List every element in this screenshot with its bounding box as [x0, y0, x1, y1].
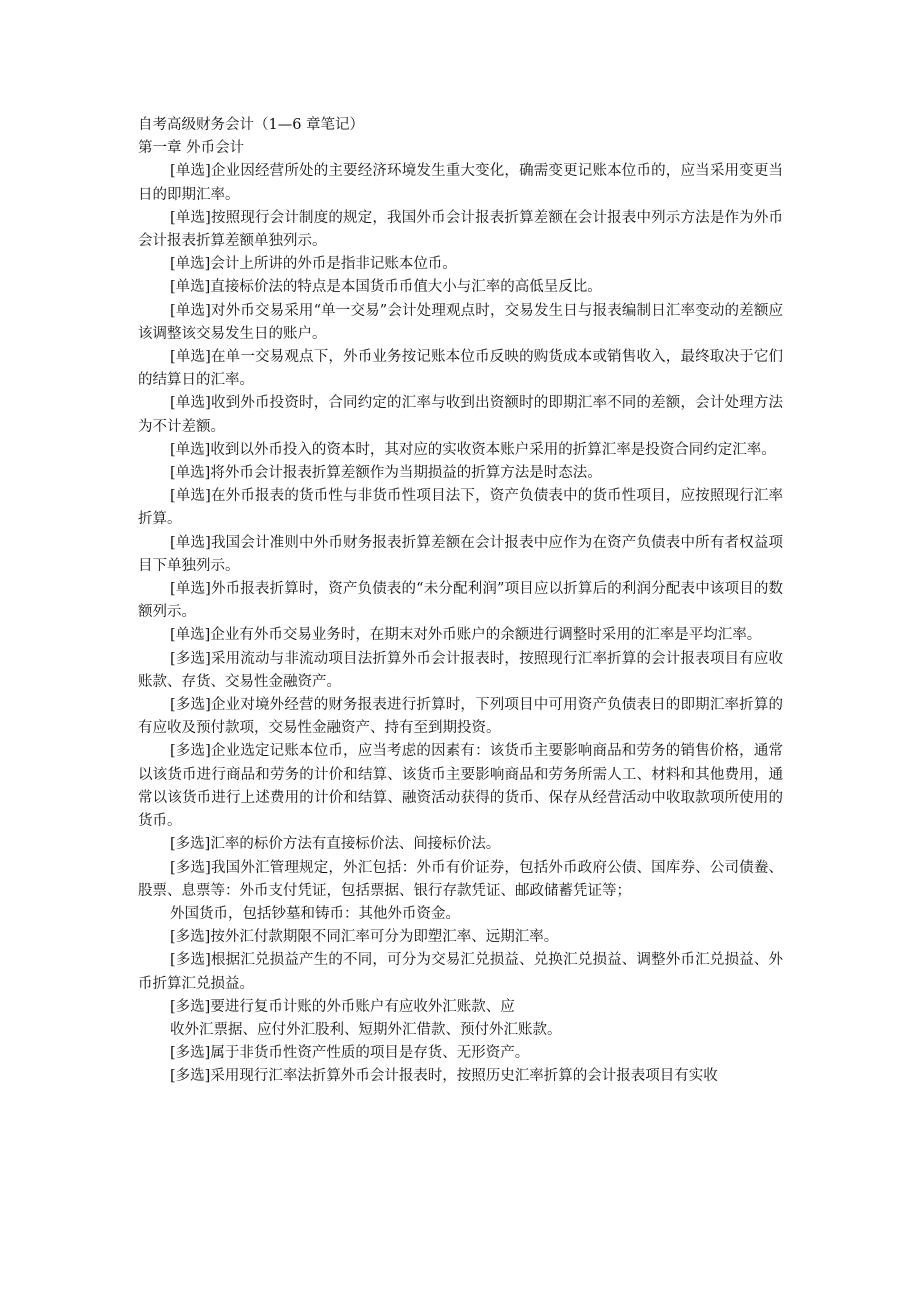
paragraph: [单选]直接标价法的特点是本国货币币值大小与汇率的高低呈反比。	[170, 279, 602, 296]
paragraph: [多选]属于非货币性资产性质的项目是存货、无形资产。	[170, 1045, 530, 1062]
paragraph: 收外汇票据、应付外汇股利、短期外汇借款、预付外汇账款。	[170, 1021, 562, 1038]
paragraph: [多选]采用流动与非流动项目法折算外币会计报表时，按照现行汇率折算的会计报表项目有应收账款、存货、交易性金融资产。	[138, 650, 783, 690]
document-page	[138, 114, 783, 1089]
paragraph: [单选]对外币交易采用“单一交易”会计处理观点时，交易发生日与报表编制日汇率变动的差额应该调整该交易发生日的账户。	[138, 302, 783, 342]
paragraph: [单选]我国会计准则中外币财务报表折算差额在会计报表中应作为在资产负债表中所有者权益项目下单独列示。	[138, 534, 783, 574]
paragraph: [单选]在外币报表的货币性与非货币性项目法下，资产负债表中的货币性项目，应按照现行汇率折算。	[138, 488, 783, 528]
paragraph: [多选]根据汇兑损益产生的不同，可分为交易汇兑损益、兑换汇兑损益、调整外币汇兑损益、外币折算汇兑损益。	[138, 952, 783, 992]
paragraph: [单选]企业因经营所处的主要经济环境发生重大变化，确需变更记账本位币的，应当采用变更当日的即期汇率。	[138, 163, 783, 203]
document-title: 自考高级财务会计（1—6 章笔记）	[138, 117, 365, 133]
paragraph: 外国货币，包括钞墓和铸币：其他外币资金。	[170, 905, 460, 922]
paragraph: [单选]在单一交易观点下，外币业务按记账本位币反映的购货成本或销售收入，最终取决于它们的结算日的汇率。	[138, 349, 783, 389]
paragraph: [单选]会计上所讲的外币是指非记账本位币。	[170, 256, 457, 273]
paragraph: [单选]按照现行会计制度的规定，我国外币会计报表折算差额在会计报表中列示方法是作为外币会计报表折算差额单独列示。	[138, 209, 783, 250]
paragraph: [单选]外币报表折算时，资产负债表的“未分配利润”项目应以折算后的利润分配表中该项目的数额列示。	[138, 581, 783, 621]
paragraph: [单选]企业有外币交易业务时，在期末对外币账户的余额进行调整时采用的汇率是平均汇率。	[170, 627, 762, 644]
paragraph: [多选]汇率的标价方法有直接标价法、间接标价法。	[170, 836, 501, 853]
paragraph: [单选]收到外币投资时，合同约定的汇率与收到出资额时的即期汇率不同的差额，会计处理方法为不计差额。	[138, 395, 783, 435]
paragraph: [多选]要进行复币计账的外币账户有应收外汇账款、应	[170, 998, 515, 1015]
paragraph: [多选]企业对境外经营的财务报表进行折算时，下列项目中可用资产负债表日的即期汇率折算的有应收及预付款项，交易性金融资产、持有至到期投资。	[138, 697, 783, 737]
paragraph: [单选]收到以外币投入的资本时，其对应的实收资本账户采用的折算汇率是投资合同约定汇率。	[170, 441, 776, 458]
paragraph: [多选]采用现行汇率法折算外币会计报表时，按照历史汇率折算的会计报表项目有实收	[170, 1068, 718, 1085]
paragraph: [单选]将外币会计报表折算差额作为当期损益的折算方法是时态法。	[170, 465, 602, 482]
paragraph: [多选]企业选定记账本位币，应当考虑的因素有：该货币主要影响商品和劳务的销售价格，通常以该货币进行商品和劳务的计价和结算、该货币主要影响商品和劳务所需人工、材料和其他费用，通常以该货币进行上述费用的计价和结算、融资活动获得的货币、保存从经营活动中收取款项所使用的货币。	[138, 743, 783, 830]
chapter-heading: 第一章 外币会计	[138, 140, 245, 157]
paragraph: [多选]按外汇付款期限不同汇率可分为即塑汇率、远期汇率。	[170, 929, 559, 946]
paragraph: [多选]我国外汇管理规定，外汇包括：外币有价证券，包括外币政府公债、国库券、公司债鲞、股票、息票等：外币支付凭证，包括票据、银行存款凭证、邮政储蓄凭证等；	[138, 859, 783, 899]
